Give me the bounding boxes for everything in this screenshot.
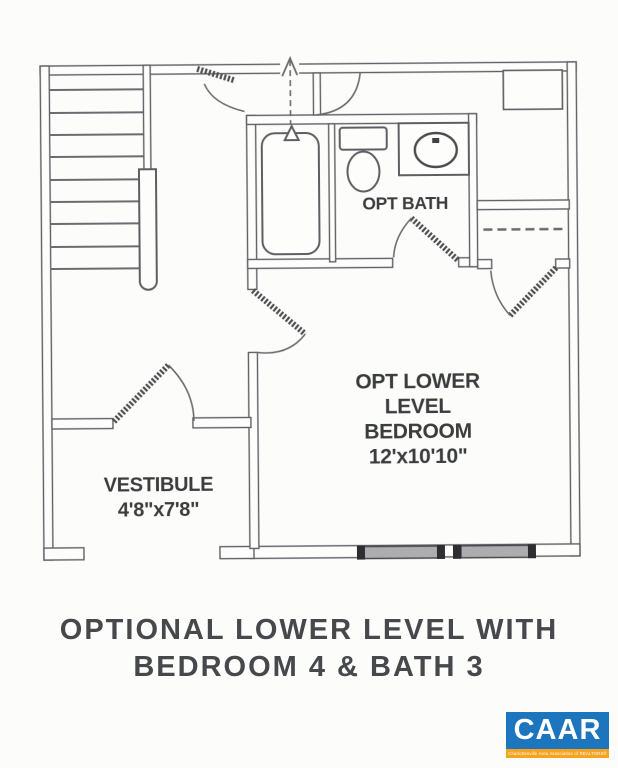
stair-tread — [50, 156, 144, 157]
bedroom-label-line-3: BEDROOM — [364, 419, 472, 444]
wall-vestibule-north-left — [52, 419, 113, 429]
wall-top — [40, 62, 576, 75]
vestibule-door-arc — [168, 365, 193, 421]
wall-bottom-stub — [220, 546, 254, 558]
vestibule-label-line-1: VESTIBULE — [103, 473, 214, 497]
stair-stringer — [143, 65, 151, 169]
bath-door-arc — [393, 218, 411, 257]
bath-door-leaf — [411, 218, 458, 261]
sink — [415, 133, 457, 167]
stair-tread — [51, 268, 145, 269]
wall-closet-bottom-left-jamb — [478, 260, 492, 269]
closet-shelf-dashed — [483, 229, 567, 230]
window-cap — [453, 545, 461, 559]
wall-bottom-vestibule-jamb — [44, 548, 84, 560]
caption-line-2: BEDROOM 4 & BATH 3 — [133, 651, 485, 683]
wall-left — [40, 66, 53, 560]
stair-railing — [139, 169, 157, 290]
stair-tread — [49, 89, 143, 90]
window-cap — [357, 546, 365, 560]
opt-bath-label: OPT BATH — [362, 192, 449, 214]
bedroom-entry-door-leaf — [510, 267, 557, 315]
stair-tread — [50, 201, 144, 202]
toilet-bowl — [347, 151, 379, 191]
window-cap — [437, 545, 445, 559]
window-glass — [461, 545, 529, 558]
window-cap — [528, 544, 536, 558]
plan-caption — [0, 612, 618, 686]
caar-logo — [506, 712, 609, 758]
bedroom-label-line-4: 12'x10'10" — [368, 444, 468, 469]
stair-tread — [50, 112, 144, 113]
wall-closet-bottom-right-jamb — [556, 259, 570, 268]
sink-faucet-icon — [432, 138, 439, 143]
stair-tread — [51, 246, 145, 247]
landing-door-arc — [204, 84, 244, 112]
bath-fixtures — [262, 123, 470, 255]
wall-landing-stub — [313, 73, 320, 115]
wall-closet-top — [477, 200, 569, 210]
caar-logo-text: CAAR — [506, 712, 609, 749]
bedroom-label-line-1: OPT LOWER — [355, 369, 480, 394]
vestibule-door-leaf — [113, 365, 168, 421]
upper-room-door-arc — [316, 73, 360, 115]
window-2 — [453, 544, 536, 559]
stair-tread — [50, 223, 144, 224]
window-glass — [364, 546, 438, 559]
toilet-tank — [340, 127, 387, 149]
stair-tread — [50, 179, 144, 180]
bedroom-door-leaf — [253, 290, 305, 334]
utility-box — [503, 70, 562, 109]
wall-right — [567, 62, 580, 556]
wall-bath-east — [469, 114, 478, 267]
vestibule-label-line-2: 4'8"x7'8" — [117, 498, 200, 522]
caar-logo-tagline: Charlottesville Area Association of REALTORS® — [506, 749, 609, 758]
bathtub — [262, 133, 320, 254]
wall-middle-lower — [248, 352, 259, 548]
wall-bath-south — [248, 258, 393, 268]
bedroom-label-line-2: LEVEL — [384, 394, 452, 419]
wall-vestibule-north-right — [193, 417, 251, 427]
bedroom-entry-door-arc — [491, 270, 510, 315]
window-1 — [357, 545, 445, 560]
caption-line-1: OPTIONAL LOWER LEVEL WITH — [59, 614, 559, 646]
stair-tread — [50, 134, 144, 135]
bedroom-door-arc — [257, 334, 305, 353]
stairs — [49, 65, 157, 290]
wall-tub-divider — [329, 124, 336, 262]
